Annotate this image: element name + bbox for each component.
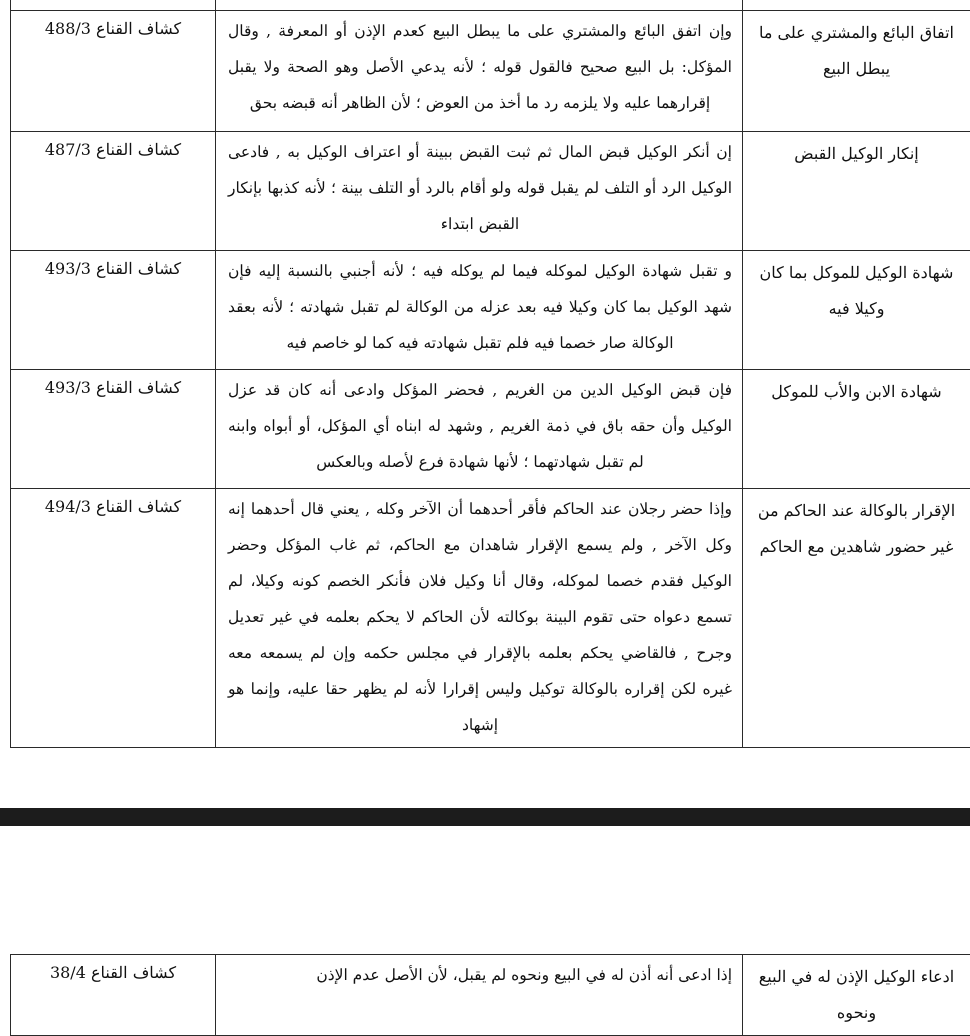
table-row [11, 10, 970, 131]
reference-cell: كشاف القناع 38/4 [11, 955, 216, 1036]
ruling-text-cell: و تقبل شهادة الوكيل لموكله فيما لم يوكله فيه ؛ لأنه أجنبي بالنسبة إليه فإن شهد الوكيل بما كان وكيلا فيه بعد عزله من الوكالة لم تقبل شهادته ؛ لأنه بعقد الوكالة صار خصما فيه فلم تقبل شهادته فيه كما لو خاصم فيه [216, 250, 743, 369]
table-row [11, 955, 970, 1036]
topic-cell: شهادة الوكيل للموكل بما كان وكيلا فيه [743, 250, 970, 369]
reference-cell: كشاف القناع 493/3 [11, 250, 216, 369]
table-row [11, 488, 970, 747]
table-top-edge-row [11, 0, 970, 10]
reference-cell: كشاف القناع 493/3 [11, 369, 216, 488]
topic-cell: اتفاق البائع والمشتري على ما يبطل البيع [743, 10, 970, 131]
topic-cell: ادعاء الوكيل الإذن له في البيع ونحوه [743, 955, 970, 1036]
topic-cell: شهادة الابن والأب للموكل [743, 369, 970, 488]
topic-cell: الإقرار بالوكالة عند الحاكم من غير حضور شاهدين مع الحاكم [743, 488, 970, 747]
table-row [11, 369, 970, 488]
page-separator [0, 808, 970, 826]
reference-cell: كشاف القناع 488/3 [11, 10, 216, 131]
document-page-lower [0, 826, 970, 1024]
reference-cell: كشاف القناع 487/3 [11, 131, 216, 250]
ruling-text-cell: وإذا حضر رجلان عند الحاكم فأقر أحدهما أن الآخر وكله , يعني قال أحدهما إنه وكل الآخر , ولم يسمع الإقرار شاهدان مع الحاكم، ثم غاب المؤكل وحضر الوكيل فقدم خصما لموكله، وقال أنا وكيل فلان فأنكر الخصم كونه وكيلا، لم تسمع دعواه حتى تقوم البينة بوكالته لأن الحاكم لا يحكم بعلمه في غير تعديل وجرح , فالقاضي يحكم بعلمه بالإقرار في مجلس حكمه وإن لم يسمعه معه غيره لكن إقراره بالوكالة توكيل وليس إقرارا لأنه لم يظهر حقا عليه، وإنما هو إشهاد [216, 488, 743, 747]
ruling-text-cell: وإن اتفق البائع والمشتري على ما يبطل البيع كعدم الإذن أو المعرفة , وقال المؤكل: بل البيع صحيح فالقول قوله ؛ لأنه يدعي الأصل وهو الصحة ولا يقبل إقرارهما عليه ولا يلزمه رد ما أخذ من العوض ؛ لأن الظاهر أنه قبضه بحق [216, 10, 743, 131]
ruling-text-cell: إذا ادعى أنه أذن له في البيع ونحوه لم يقبل، لأن الأصل عدم الإذن [216, 955, 743, 1036]
ruling-text-cell: إن أنكر الوكيل قبض المال ثم ثبت القبض ببينة أو اعتراف الوكيل به , فادعى الوكيل الرد أو التلف لم يقبل قوله ولو أقام بالرد أو التلف بينة ؛ لأنه كذبها بإنكار القبض ابتداء [216, 131, 743, 250]
reference-cell: كشاف القناع 494/3 [11, 488, 216, 747]
rulings-table [10, 0, 970, 748]
ruling-text-cell: فإن قبض الوكيل الدين من الغريم , فحضر المؤكل وادعى أنه كان قد عزل الوكيل وأن حقه باق في ذمة الغريم , وشهد له ابناه أي المؤكل، أو أبواه وابنه لم تقبل شهادتهما ؛ لأنها شهادة فرع لأصله وبالعكس [216, 369, 743, 488]
table-row [11, 250, 970, 369]
table-row [11, 131, 970, 250]
topic-cell: إنكار الوكيل القبض [743, 131, 970, 250]
